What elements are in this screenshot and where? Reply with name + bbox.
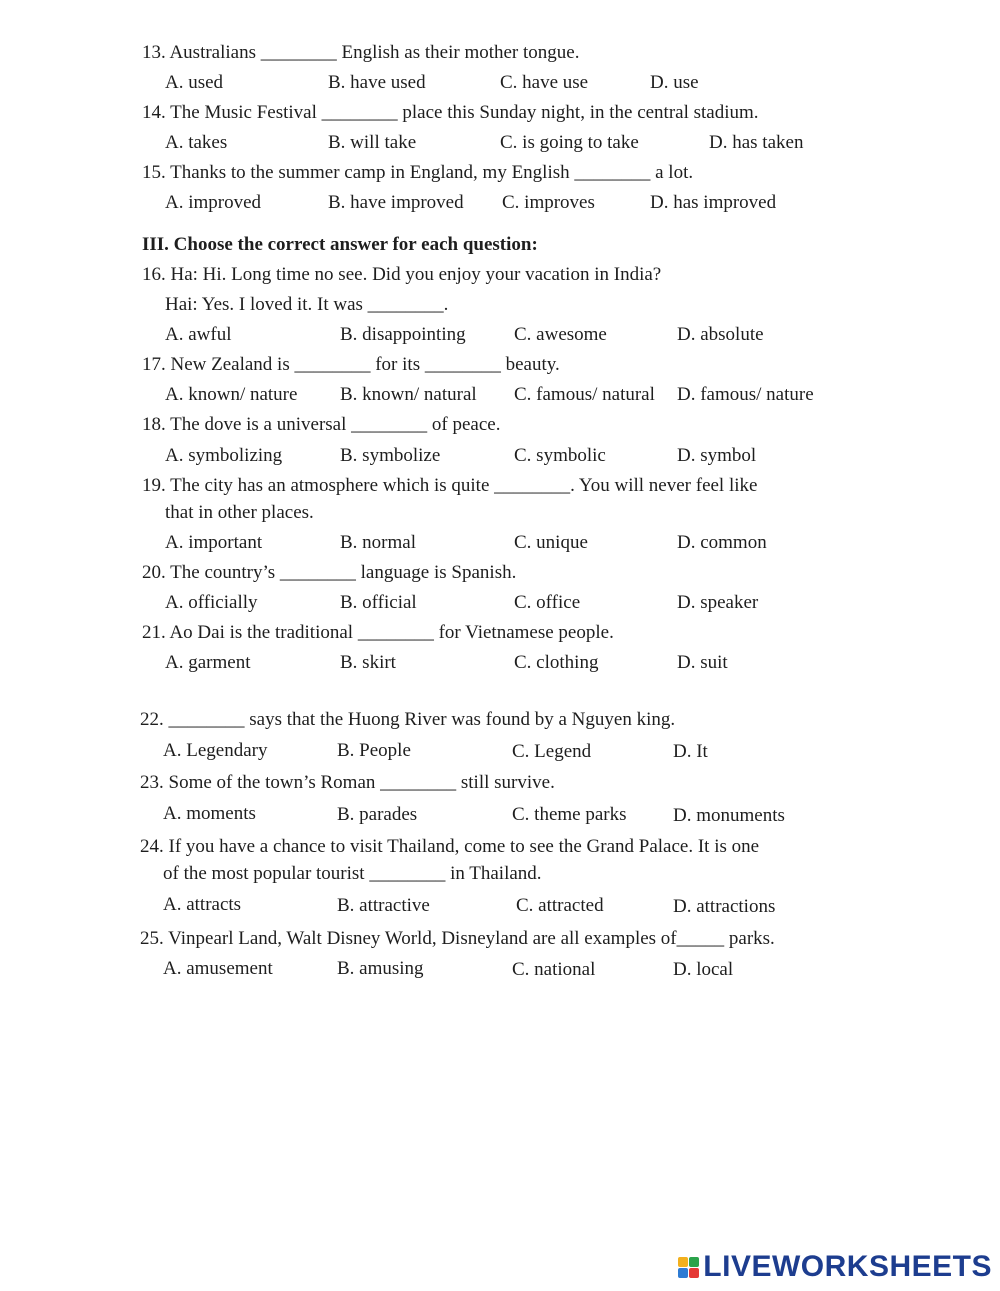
q18-option-d[interactable]: D. symbol [677,445,757,466]
q19-option-b[interactable]: B. normal [340,532,416,553]
q22-option-b[interactable]: B. People [337,740,411,761]
q13-option-d[interactable]: D. use [650,72,699,93]
q24-option-d[interactable]: D. attractions [673,896,776,917]
logo-block-e [689,1268,699,1278]
question-14-stem: 14. The Music Festival ________ place this Sunday night, in the central stadium. [142,102,759,123]
q22-option-a[interactable]: A. Legendary [163,740,268,761]
q20-option-a[interactable]: A. officially [165,592,258,613]
question-15-stem: 15. Thanks to the summer camp in England, my English ________ a lot. [142,162,694,183]
logo-block-l [678,1257,688,1267]
q24-option-b[interactable]: B. attractive [337,895,430,916]
q15-option-b[interactable]: B. have improved [328,192,464,213]
q15-option-a[interactable]: A. improved [165,192,262,213]
question-16-stem: 16. Ha: Hi. Long time no see. Did you enjoy your vacation in India? [142,264,662,285]
q13-option-a[interactable]: A. used [165,72,224,93]
logo-blocks-icon [678,1257,699,1278]
q13-option-c[interactable]: C. have use [500,72,589,93]
brand-text: LIVEWORKSHEETS [703,1250,992,1283]
q24-option-c[interactable]: C. attracted [516,895,604,916]
question-21-stem: 21. Ao Dai is the traditional ________ for Vietnamese people. [142,622,614,643]
q13-option-b[interactable]: B. have used [328,72,426,93]
q23-option-c[interactable]: C. theme parks [512,804,627,825]
q23-option-d[interactable]: D. monuments [673,805,785,826]
q19-option-c[interactable]: C. unique [514,532,588,553]
q17-option-b[interactable]: B. known/ natural [340,384,477,405]
question-23-stem: 23. Some of the town’s Roman ________ still survive. [140,772,555,793]
q25-option-c[interactable]: C. national [512,959,596,980]
q21-option-d[interactable]: D. suit [677,652,728,673]
q24-option-a[interactable]: A. attracts [163,894,242,915]
question-24-stem: 24. If you have a chance to visit Thailand, come to see the Grand Palace. It is one [140,836,760,857]
q19-option-d[interactable]: D. common [677,532,767,553]
q20-option-b[interactable]: B. official [340,592,417,613]
q14-option-b[interactable]: B. will take [328,132,417,153]
q19-option-a[interactable]: A. important [165,532,263,553]
q25-option-d[interactable]: D. local [673,959,734,980]
q17-option-c[interactable]: C. famous/ natural [514,384,655,405]
q25-option-b[interactable]: B. amusing [337,958,424,979]
q22-option-d[interactable]: D. It [673,741,708,762]
q16-option-c[interactable]: C. awesome [514,324,607,345]
q16-option-a[interactable]: A. awful [165,324,232,345]
q18-option-a[interactable]: A. symbolizing [165,445,283,466]
question-13-stem: 13. Australians ________ English as their mother tongue. [142,42,580,63]
q15-option-d[interactable]: D. has improved [650,192,777,213]
q23-option-a[interactable]: A. moments [163,803,256,824]
q14-option-d[interactable]: D. has taken [709,132,804,153]
q14-option-a[interactable]: A. takes [165,132,228,153]
logo-block-v [678,1268,688,1278]
liveworksheets-logo[interactable] [678,1250,992,1284]
q21-option-c[interactable]: C. clothing [514,652,599,673]
question-24-stem-line2: of the most popular tourist ________ in Thailand. [163,863,542,884]
q18-option-c[interactable]: C. symbolic [514,445,606,466]
q21-option-a[interactable]: A. garment [165,652,251,673]
q23-option-b[interactable]: B. parades [337,804,418,825]
q16-option-d[interactable]: D. absolute [677,324,764,345]
question-17-stem: 17. New Zealand is ________ for its ________ beauty. [142,354,560,375]
q20-option-c[interactable]: C. office [514,592,581,613]
q22-option-c[interactable]: C. Legend [512,741,592,762]
logo-block-i [689,1257,699,1267]
question-20-stem: 20. The country’s ________ language is Spanish. [142,562,517,583]
q17-option-a[interactable]: A. known/ nature [165,384,298,405]
question-19-stem: 19. The city has an atmosphere which is quite ________. You will never feel like [142,475,758,496]
q14-option-c[interactable]: C. is going to take [500,132,639,153]
q21-option-b[interactable]: B. skirt [340,652,396,673]
section-3-heading: III. Choose the correct answer for each question: [142,234,538,255]
q18-option-b[interactable]: B. symbolize [340,445,441,466]
q17-option-d[interactable]: D. famous/ nature [677,384,814,405]
question-22-stem: 22. ________ says that the Huong River was found by a Nguyen king. [140,709,676,730]
q25-option-a[interactable]: A. amusement [163,958,273,979]
q20-option-d[interactable]: D. speaker [677,592,759,613]
question-25-stem: 25. Vinpearl Land, Walt Disney World, Disneyland are all examples of_____ parks. [140,928,775,949]
question-19-stem-line2: that in other places. [165,502,314,523]
question-16-stem-line2: Hai: Yes. I loved it. It was ________. [165,294,449,315]
question-18-stem: 18. The dove is a universal ________ of peace. [142,414,501,435]
q16-option-b[interactable]: B. disappointing [340,324,466,345]
q15-option-c[interactable]: C. improves [502,192,595,213]
